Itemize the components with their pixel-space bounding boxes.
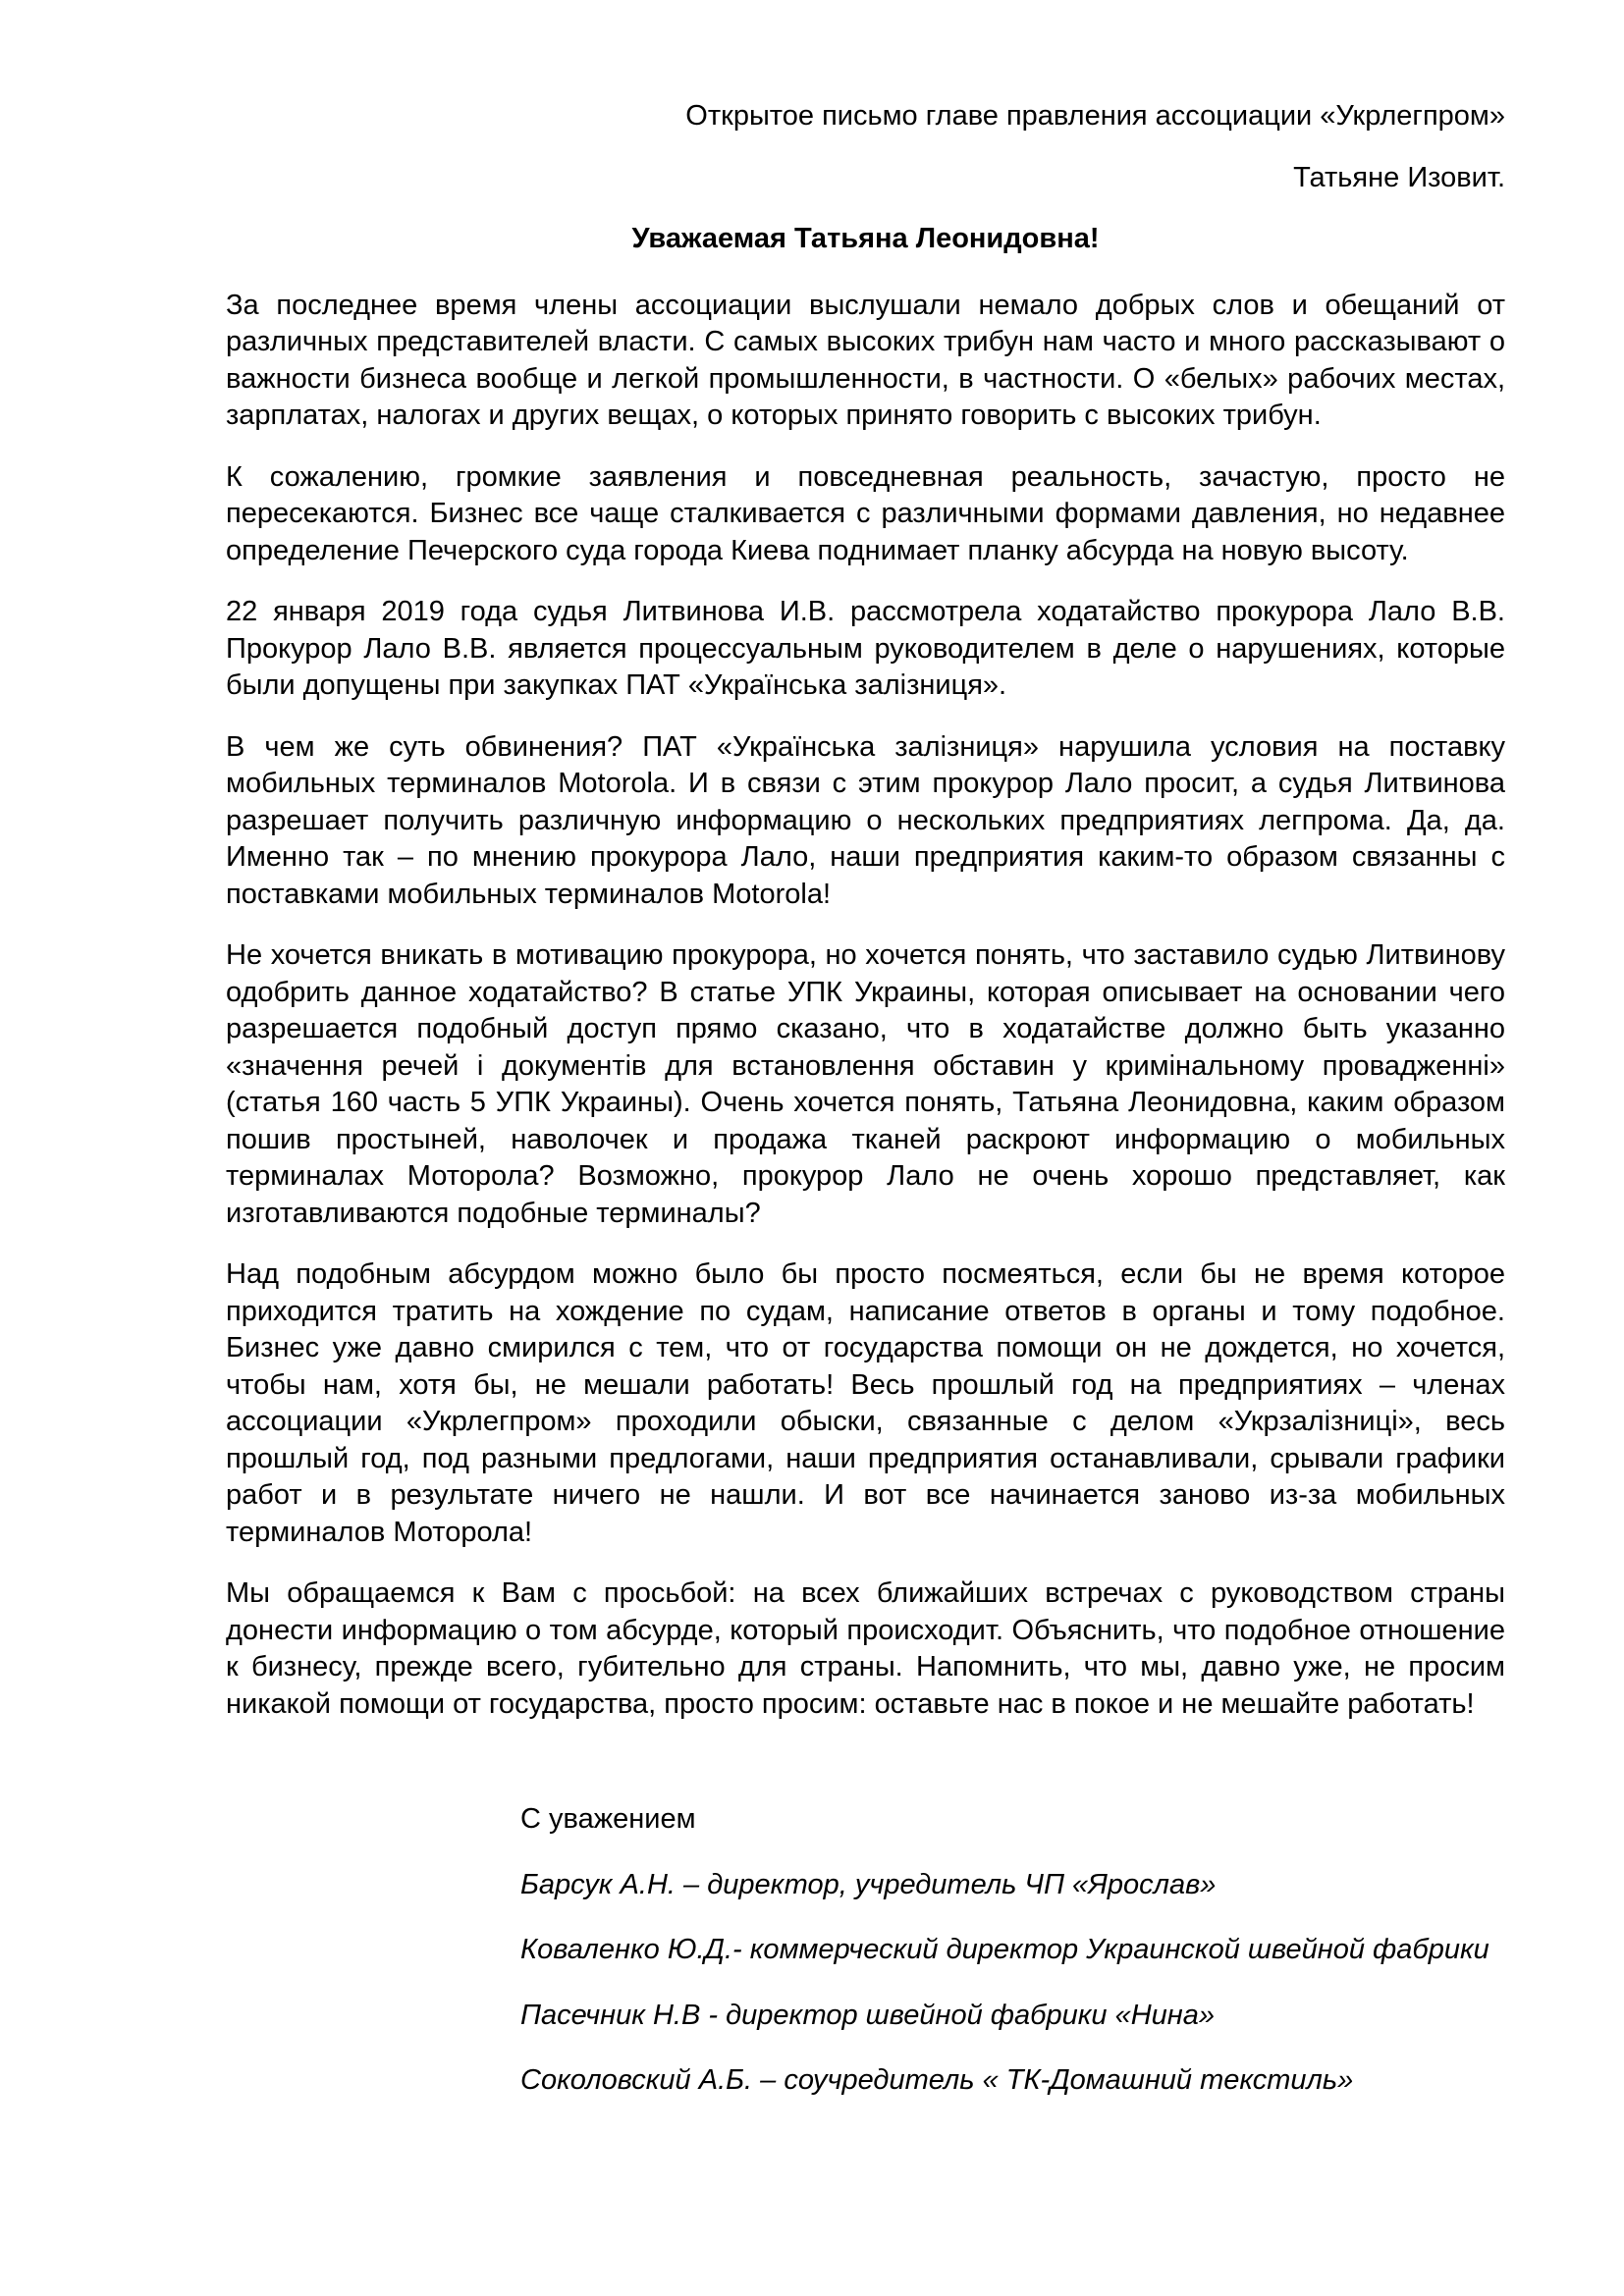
letter-paragraph-4: В чем же суть обвинения? ПАТ «Українська залізниця» нарушила условия на поставку мобильных терминалов Motorola. И в связи с этим прокурор Лало просит, а судья Литвинова разрешает получить различную информацию о нескольких предприятиях легпрома. Да, да. Именно так – по мнению прокурора Лало, наши предприятия каким-то образом связанны с поставками мобильных терминалов Motorola! <box>226 730 1505 910</box>
letter-addressee-line-2: Татьяне Изовит. <box>1293 161 1505 193</box>
signature-line-2: Коваленко Ю.Д.- коммерческий директор Украинской швейной фабрики <box>520 1934 1489 1965</box>
letter-paragraph-1: За последнее время члены ассоциации выслушали немало добрых слов и обещаний от различных представителей власти. С самых высоких трибун нам часто и много рассказывают о важности бизнеса вообще и легкой промышленности, в частности. О «белых» рабочих местах, зарплатах, налогах и других вещах, о которых принято говорить с высоких трибун. <box>226 289 1505 431</box>
letter-paragraph-6: Над подобным абсурдом можно было бы просто посмеяться, если бы не время которое приходится тратить на хождение по судам, написание ответов в органы и тому подобное. Бизнес уже давно смирился с тем, что от государства помощи он не дождется, но хочется, чтобы нам, хотя бы, не мешали работать! Весь прошлый год на предприятиях – членах ассоциации «Укрлегпром» проходили обыски, связанные с делом «Укрзалізниці», весь прошлый год, под разными предлогами, наши предприятия останавливали, срывали графики работ и в результате ничего не нашли. И вот все начинается заново из-за мобильных терминалов Моторола! <box>226 1258 1505 1548</box>
letter-paragraph-7: Мы обращаемся к Вам с просьбой: на всех ближайших встречах с руководством страны донести информацию о том абсурде, который происходит. Объяснить, что подобное отношение к бизнесу, прежде всего, губительно для страны. Напомнить, что мы, давно уже, не просим никакой помощи от государства, просто просим: оставьте нас в покое и не мешайте работать! <box>226 1577 1505 1720</box>
letter-paragraph-2: К сожалению, громкие заявления и повседневная реальность, зачастую, просто не пересекаются. Бизнес все чаще сталкивается с различными формами давления, но недавнее определение Печерского суда города Киева поднимает планку абсурда на новую высоту. <box>226 460 1505 566</box>
signature-line-3: Пасечник Н.В - директор швейной фабрики «Нина» <box>520 1999 1216 2031</box>
signature-line-1: Барсук А.Н. – директор, учредитель ЧП «Ярослав» <box>520 1868 1217 1900</box>
letter-paragraph-5: Не хочется вникать в мотивацию прокурора, но хочется понять, что заставило судью Литвинову одобрить данное ходатайство? В статье УПК Украины, которая описывает на основании чего разрешается подобный доступ прямо сказано, что в ходатайстве должно быть указанно «значення речей і документів для встановлення обставин у кримінальному провадженні» (статья 160 часть 5 УПК Украины). Очень хочется понять, Татьяна Леонидовна, каким образом пошив простыней, наволочек и продажа тканей раскроют информацию о мобильных терминалах Моторола? Возможно, прокурор Лало не очень хорошо представляет, как изготавливаются подобные терминалы? <box>226 939 1505 1229</box>
letter-paragraph-3: 22 января 2019 года судья Литвинова И.В. рассмотрела ходатайство прокурора Лало В.В. Прокурор Лало В.В. является процессуальным руководителем в деле о нарушениях, которые были допущены при закупках ПАТ «Українська залізниця». <box>226 596 1505 701</box>
letter-addressee-line-1: Открытое письмо главе правления ассоциации «Укрлегпром» <box>685 100 1505 132</box>
signature-line-4: Соколовский А.Б. – соучредитель « ТК-Домашний текстиль» <box>520 2064 1354 2096</box>
letter-closing: С уважением <box>520 1803 696 1835</box>
letter-salutation: Уважаемая Татьяна Леонидовна! <box>631 223 1100 254</box>
